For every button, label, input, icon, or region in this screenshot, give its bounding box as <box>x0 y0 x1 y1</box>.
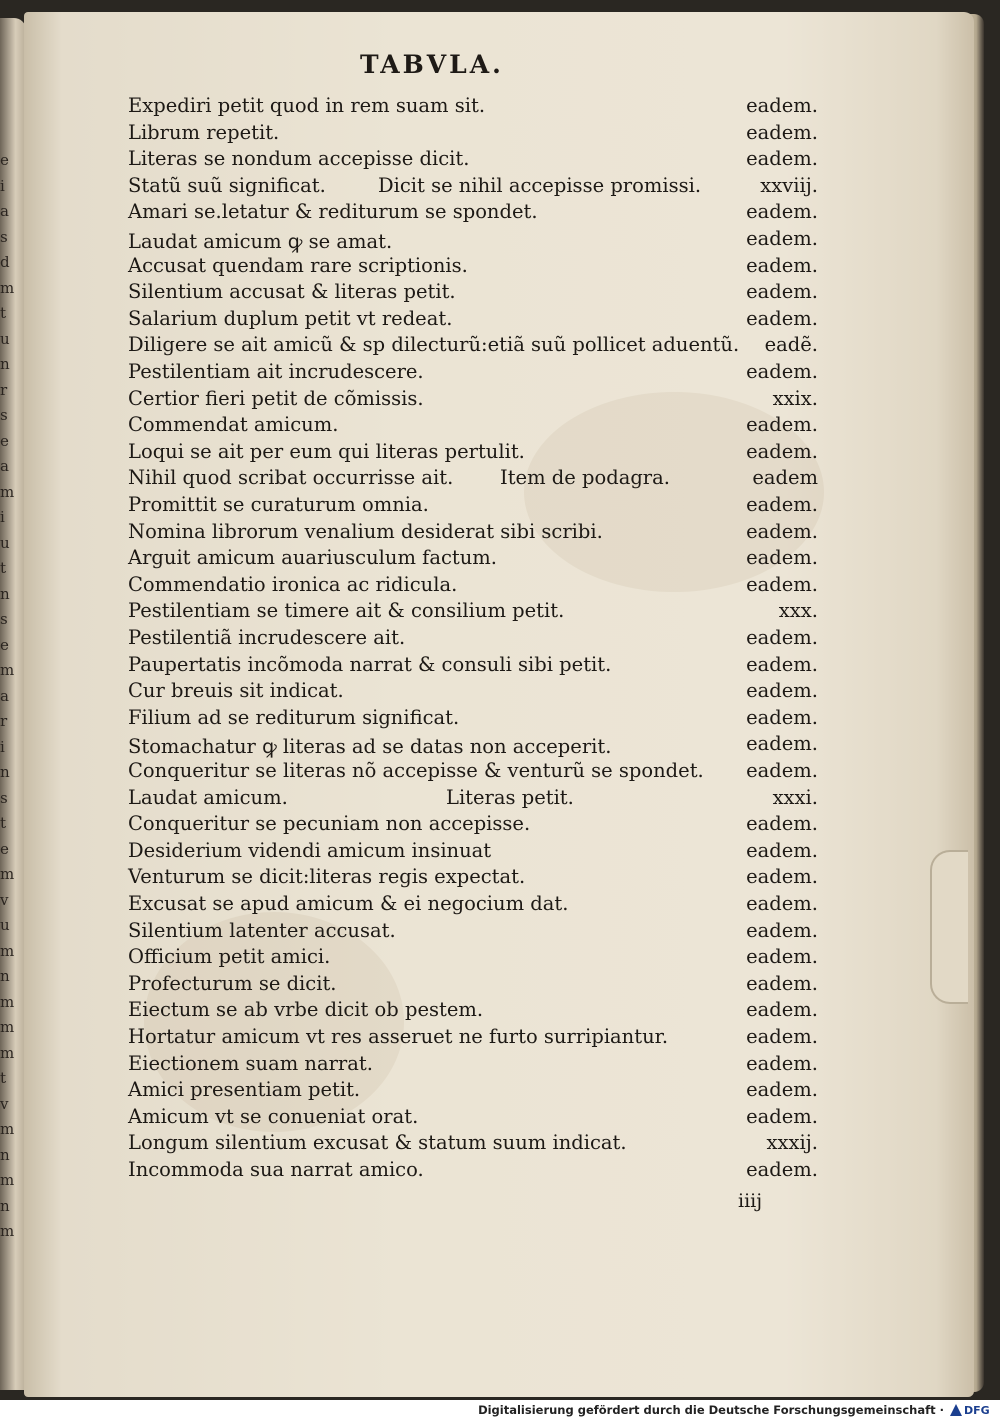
signature-mark: iiij <box>738 1190 763 1212</box>
entry-reference: eadem. <box>746 1078 818 1102</box>
page-title: TABVLA. <box>360 50 504 79</box>
entry-text: Certior fieri petit de cõmissis. <box>128 386 424 410</box>
entry-reference: eadem. <box>746 945 818 969</box>
footer-bar <box>0 1400 1000 1421</box>
entry-text: Accusat quendam rare scriptionis. <box>128 253 468 277</box>
list-item <box>128 998 818 1024</box>
list-item <box>128 839 818 865</box>
entry-reference: eadem. <box>746 918 818 942</box>
facing-page-fragment: t <box>0 814 7 832</box>
entry-reference: eadem. <box>746 120 818 144</box>
facing-page-fragment: n <box>0 355 10 373</box>
entry-reference: xxxi. <box>772 785 818 809</box>
list-item <box>128 1078 818 1104</box>
facing-page-fragment: m <box>0 1120 15 1138</box>
entry-reference: eadem. <box>746 200 818 224</box>
facing-page-fragment: e <box>0 431 9 450</box>
entry-text: Conqueritur se literas nõ accepisse & venturũ se spondet. <box>128 759 704 782</box>
entry-reference: eadem. <box>746 759 818 782</box>
list-item <box>128 1025 818 1051</box>
entry-secondary-text: Literas petit. <box>446 785 574 809</box>
list-item <box>128 546 818 572</box>
entry-text: Amici presentiam petit. <box>128 1078 361 1102</box>
dfg-logo-icon <box>950 1404 962 1416</box>
facing-page-fragment: v <box>0 890 9 909</box>
facing-page-fragment: s <box>0 227 8 246</box>
entry-text: Salarium duplum petit vt redeat. <box>128 306 453 330</box>
entry-reference: eadem. <box>746 652 818 676</box>
entry-reference: eadem. <box>746 865 818 889</box>
entry-text: Profecturum se dicit. <box>128 971 337 995</box>
entry-reference: eadem. <box>746 812 818 836</box>
entry-secondary-text: Item de podagra. <box>500 466 670 490</box>
facing-page-fragment: s <box>0 406 8 424</box>
entry-text: Amari se.letatur & rediturum se spondet. <box>128 200 538 224</box>
entry-reference: eadem. <box>746 280 818 304</box>
entry-text: Silentium accusat & literas petit. <box>128 280 456 304</box>
list-item <box>128 520 818 546</box>
entry-reference: eadem. <box>746 572 818 596</box>
list-item <box>128 387 818 413</box>
entry-reference: eadem. <box>746 94 818 117</box>
facing-page-fragment: r <box>0 712 8 730</box>
facing-page-fragment: t <box>0 559 7 577</box>
entry-reference: xxviij. <box>760 173 818 197</box>
entry-text: Desiderium videndi amicum insinuat <box>128 838 492 862</box>
list-item <box>128 653 818 679</box>
facing-page-fragment: n <box>0 967 10 985</box>
list-item <box>128 626 818 652</box>
entry-text: Pestilentiã incrudescere ait. <box>128 626 406 649</box>
entry-text: Pestilentiam ait incrudescere. <box>128 360 424 383</box>
entry-reference: eadem. <box>746 838 818 862</box>
facing-page-fragment: v <box>0 1094 9 1113</box>
facing-page-fragment: n <box>0 1145 10 1164</box>
facing-page-fragment: d <box>0 253 10 271</box>
entry-reference: xxxij. <box>766 1131 818 1155</box>
entry-text: Expediri petit quod in rem suam sit. <box>128 94 486 117</box>
facing-page-fragment: n <box>0 584 10 603</box>
facing-page-fragment: m <box>0 1043 15 1062</box>
list-item <box>128 94 818 120</box>
list-item <box>128 493 818 519</box>
facing-page-fragment: i <box>0 737 5 756</box>
facing-page-fragment: u <box>0 533 10 552</box>
facing-page-fragment: a <box>0 686 9 705</box>
list-item <box>128 360 818 386</box>
entry-text: Conqueritur se pecuniam non accepisse. <box>128 812 531 836</box>
facing-page-fragment: s <box>0 788 8 807</box>
entry-reference: eadem. <box>746 679 818 703</box>
facing-page-fragment: e <box>0 635 9 654</box>
list-item <box>128 200 818 226</box>
entry-text: Paupertatis incõmoda narrat & consuli sibi petit. <box>128 652 612 676</box>
entry-reference: eadem. <box>746 253 818 277</box>
facing-page-fragment: m <box>0 941 15 960</box>
list-item <box>128 1105 818 1131</box>
facing-page-fragment: u <box>0 329 10 348</box>
entry-reference: eadem. <box>746 892 818 915</box>
entry-text: Nomina librorum venalium desiderat sibi scribi. <box>128 519 603 543</box>
entry-text: Laudat amicum. <box>128 785 288 809</box>
entry-text: Hortatur amicum vt res asseruet ne furto surripiantur. <box>128 1025 669 1048</box>
facing-page-fragment: m <box>0 1222 15 1240</box>
entry-text: Excusat se apud amicum & ei negocium dat. <box>128 892 569 915</box>
entry-reference: xxix. <box>772 386 818 410</box>
facing-page-fragment: t <box>0 304 7 322</box>
entry-text: Pestilentiam se timere ait & consilium petit. <box>128 599 565 623</box>
facing-page-fragment: e <box>0 839 9 858</box>
entry-text: Eiectionem suam narrat. <box>128 1051 373 1075</box>
facing-page-fragment: i <box>0 176 5 195</box>
entry-reference: eadem. <box>746 493 818 516</box>
entry-reference: eadem. <box>746 546 818 570</box>
list-item <box>128 599 818 625</box>
list-item <box>128 706 818 732</box>
entry-reference: eadem. <box>746 705 818 729</box>
entry-reference: eadem. <box>746 413 818 437</box>
facing-page-fragment: m <box>0 482 15 501</box>
list-item <box>128 254 818 280</box>
list-item <box>128 1052 818 1078</box>
entry-reference: eadem. <box>746 519 818 543</box>
entry-reference: eadem. <box>746 439 818 463</box>
list-item <box>128 679 818 705</box>
facing-page-fragment: m <box>0 661 15 679</box>
entry-text: Longum silentium excusat & statum suum indicat. <box>128 1131 627 1155</box>
facing-page-fragment: n <box>0 1196 10 1215</box>
list-item <box>128 972 818 998</box>
facing-page-fragment: m <box>0 865 15 883</box>
entry-text: Promittit se curaturum omnia. <box>128 493 429 516</box>
facing-page-fragment: m <box>0 278 15 297</box>
list-item <box>128 919 818 945</box>
entry-reference: eadem. <box>746 360 818 383</box>
facing-page-fragment: t <box>0 1069 7 1087</box>
entry-text: Librum repetit. <box>128 120 280 144</box>
entry-reference: eadem. <box>746 306 818 330</box>
entry-text: Officium petit amici. <box>128 945 331 969</box>
list-item <box>128 786 818 812</box>
entry-text: Nihil quod scribat occurrisse ait. <box>128 466 454 490</box>
list-item <box>128 732 818 758</box>
facing-page-fragment: m <box>0 1018 15 1036</box>
entry-reference: eadem. <box>746 971 818 995</box>
facing-page-fragment: u <box>0 916 10 934</box>
list-item <box>128 280 818 306</box>
dfg-logo <box>950 1403 990 1417</box>
list-item <box>128 121 818 147</box>
facing-page-fragment: s <box>0 610 8 628</box>
entry-text: Laudat amicum ꝙ se amat. <box>128 230 393 253</box>
facing-page-fragment: n <box>0 763 10 781</box>
entry-reference: eadẽ. <box>764 333 818 357</box>
list-item <box>128 333 818 359</box>
dfg-logo-text: DFG <box>964 1403 990 1417</box>
entry-reference: eadem. <box>746 1051 818 1075</box>
entry-reference: eadem <box>752 466 818 490</box>
list-item <box>128 440 818 466</box>
facing-page-fragment: m <box>0 1171 15 1189</box>
list-item <box>128 1158 818 1184</box>
facing-page-fragment: r <box>0 380 8 399</box>
entry-text: Stomachatur ꝙ literas ad se datas non acceperit. <box>128 735 612 759</box>
entry-reference: xxx. <box>778 599 818 623</box>
list-item <box>128 945 818 971</box>
list-item <box>128 865 818 891</box>
facing-page-fragment: m <box>0 992 15 1011</box>
entry-text: Statũ suũ significat. <box>128 173 326 197</box>
entry-reference: eadem. <box>746 147 818 171</box>
entry-reference: eadem. <box>746 626 818 649</box>
entry-text: Incommoda sua narrat amico. <box>128 1158 424 1181</box>
facing-page-fragment: e <box>0 151 9 169</box>
entry-text: Literas se nondum accepisse dicit. <box>128 147 470 171</box>
facing-page-fragment: a <box>0 457 9 475</box>
entry-text: Arguit amicum auariusculum factum. <box>128 546 497 570</box>
entry-text: Commendatio ironica ac ridicula. <box>128 572 458 596</box>
entry-secondary-text: Dicit se nihil accepisse promissi. <box>378 173 702 197</box>
list-item <box>128 227 818 253</box>
entry-text: Loqui se ait per eum qui literas pertulit. <box>128 439 525 463</box>
entry-text: Venturum se dicit:literas regis expectat. <box>128 865 526 889</box>
footer-credit: Digitalisierung gefördert durch die Deutsche Forschungsgemeinschaft · <box>478 1403 944 1417</box>
list-item <box>128 573 818 599</box>
entry-reference: eadem. <box>746 998 818 1022</box>
list-item <box>128 174 818 200</box>
entry-text: Filium ad se rediturum significat. <box>128 705 460 729</box>
entry-reference: eadem. <box>746 1025 818 1048</box>
entry-reference: eadem. <box>746 1104 818 1128</box>
entry-reference: eadem. <box>746 1158 818 1181</box>
list-item <box>128 147 818 173</box>
list-item <box>128 466 818 492</box>
entry-text: Diligere se ait amicũ & sp dilecturũ:etiã suũ pollicet aduentũ. <box>128 333 740 357</box>
list-item <box>128 812 818 838</box>
list-item <box>128 892 818 918</box>
list-item <box>128 413 818 439</box>
entry-text: Silentium latenter accusat. <box>128 918 396 942</box>
list-item <box>128 307 818 333</box>
entry-text: Amicum vt se conueniat orat. <box>128 1104 419 1128</box>
entry-text: Eiectum se ab vrbe dicit ob pestem. <box>128 998 484 1022</box>
facing-page-fragment: a <box>0 202 9 220</box>
list-item <box>128 1131 818 1157</box>
entry-reference: eadem. <box>746 732 818 756</box>
facing-page-fragment: i <box>0 508 5 526</box>
entry-reference: eadem. <box>746 227 818 250</box>
list-item <box>128 759 818 785</box>
entry-text: Commendat amicum. <box>128 413 339 437</box>
entry-text: Cur breuis sit indicat. <box>128 679 344 703</box>
